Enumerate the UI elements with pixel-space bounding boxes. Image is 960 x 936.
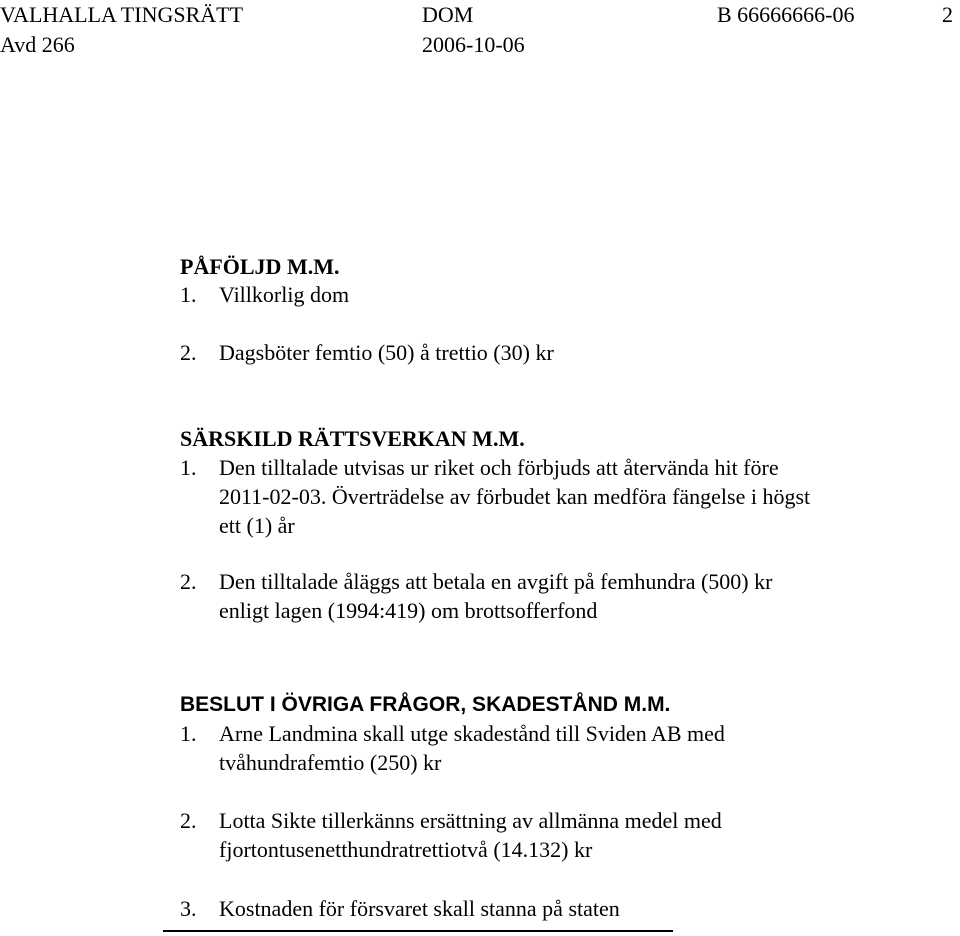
item-text: Villkorlig dom [219, 282, 350, 307]
item-text: Kostnaden för försvaret skall stanna på staten [219, 896, 620, 921]
item-number: 2. [180, 340, 197, 365]
section-heading-other-decisions: BESLUT I ÖVRIGA FRÅGOR, SKADESTÅND M.M. [180, 693, 671, 716]
document-date: 2006-10-06 [422, 32, 525, 57]
page-number: 2 [942, 2, 953, 27]
list-item [180, 806, 820, 864]
item-number: 1. [180, 455, 197, 480]
item-text: Den tilltalade utvisas ur riket och förbjuds att återvända hit före 2011-02-03. Överträdelse av förbudet kan medföra fängelse i högst ett (1) år [219, 455, 811, 538]
case-number: B 66666666-06 [717, 2, 855, 27]
section-heading-penalty: PÅFÖLJD M.M. [180, 254, 340, 279]
court-name: VALHALLA TINGSRÄTT [0, 2, 244, 27]
item-text: Dagsböter femtio (50) å trettio (30) kr [219, 340, 554, 365]
item-number: 1. [180, 721, 197, 746]
item-number: 2. [180, 569, 197, 594]
list-item [180, 719, 820, 777]
item-number: 1. [180, 282, 197, 307]
list-item [180, 453, 820, 540]
item-text: Arne Landmina skall utge skadestånd till Sviden AB med tvåhundrafemtio (250) kr [219, 721, 725, 775]
division: Avd 266 [0, 32, 75, 57]
list-item [180, 338, 820, 367]
section-heading-special-legal-effects: SÄRSKILD RÄTTSVERKAN M.M. [180, 426, 525, 451]
bottom-rule [163, 930, 673, 932]
item-number: 3. [180, 896, 197, 921]
list-item [180, 280, 820, 309]
item-text: Den tilltalade åläggs att betala en avgift på femhundra (500) kr enligt lagen (1994:419) om brottsofferfond [219, 569, 773, 623]
document-type: DOM [422, 2, 474, 27]
list-item [180, 894, 820, 923]
item-number: 2. [180, 808, 197, 833]
item-text: Lotta Sikte tillerkänns ersättning av allmänna medel med fjortontusenetthundratrettiotvå (14.132) kr [219, 808, 722, 862]
list-item [180, 567, 820, 625]
